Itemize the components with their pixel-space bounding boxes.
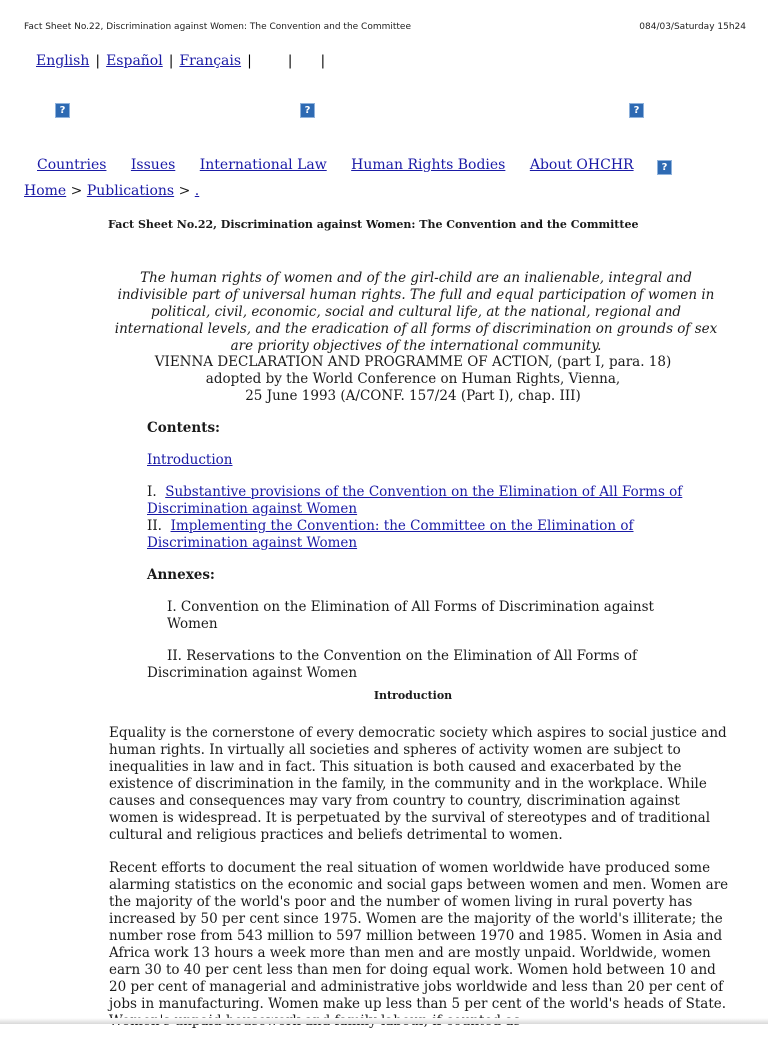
introduction-body <box>109 725 729 1046</box>
help-icon[interactable]: ? <box>629 103 644 118</box>
toc-number: I. <box>147 484 157 500</box>
annexes-heading: Annexes: <box>147 567 215 583</box>
toc-introduction-link[interactable]: Introduction <box>147 452 233 468</box>
annex-item: I. Convention on the Elimination of All Forms of Discrimination against Women <box>167 599 654 632</box>
nav-international-law[interactable]: International Law <box>199 157 327 173</box>
introduction-heading: Introduction <box>373 689 453 702</box>
nav-about-ohchr[interactable]: About OHCHR <box>529 157 634 173</box>
main-nav <box>37 157 654 173</box>
epigraph-quote: The human rights of women and of the girl-child are an inalienable, integral and indivisible part of universal human rights. The full and equal participation of women in political, civil, economic, social and cultural life, at the national, regional and international levels, and the eradication of all forms of discrimination on grounds of sex are priority objectives of the international community. <box>114 270 718 354</box>
separator: | <box>287 53 293 69</box>
paragraph: Recent efforts to document the real situation of women worldwide have produced some alarming statistics on the economic and social gaps between women and men. Women are the majority of the world's poor and the number of women living in rural poverty has increased by 50 per cent since 1975. Women are the majority of the world's illiterate; the number rose from 543 million to 597 million between 1970 and 1985. Women in Asia and Africa work 13 hours a week more than men and are mostly unpaid. Worldwide, women earn 30 to 40 per cent less than men for doing equal work. Women hold between 10 and 20 per cent of managerial and administrative jobs worldwide and less than 20 per cent of jobs in manufacturing. Women make up less than 5 per cent of the world's heads of State. <box>109 860 729 1012</box>
breadcrumb-separator: > <box>178 183 191 199</box>
source-line: adopted by the World Conference on Human Rights, Vienna, <box>205 371 621 387</box>
quote-source <box>108 354 718 405</box>
toc-implementing-convention-link[interactable]: Implementing the Convention: the Committee on the Elimination of Discrimination against Women <box>147 518 634 551</box>
annex-item: II. Reservations to the Convention on the Elimination of All Forms of Discrimination against Women <box>147 648 637 681</box>
separator: | <box>95 53 101 69</box>
toc-substantive-provisions-link[interactable]: Substantive provisions of the Convention on the Elimination of All Forms of Discrimination against Women <box>147 484 683 517</box>
language-french-link[interactable]: Français <box>179 53 242 69</box>
nav-issues[interactable]: Issues <box>130 157 176 173</box>
contents-heading: Contents: <box>147 420 221 436</box>
language-english-link[interactable]: English <box>36 53 90 69</box>
help-icon[interactable]: ? <box>657 160 672 175</box>
breadcrumb-current[interactable]: . <box>194 183 200 199</box>
nav-human-rights-bodies[interactable]: Human Rights Bodies <box>351 157 506 173</box>
document-title: Fact Sheet No.22, Discrimination against Women: The Convention and the Committee <box>108 218 639 231</box>
separator: | <box>168 53 174 69</box>
toc-number: II. <box>147 518 162 534</box>
breadcrumb-home[interactable]: Home <box>24 183 67 199</box>
page-title: Fact Sheet No.22, Discrimination against Women: The Convention and the Committee <box>24 22 412 32</box>
separator: | <box>247 53 252 69</box>
language-spanish-link[interactable]: Español <box>106 53 163 69</box>
help-icon[interactable]: ? <box>300 103 315 118</box>
source-line: VIENNA DECLARATION AND PROGRAMME OF ACTION, (part I, para. 18) <box>154 354 672 370</box>
breadcrumb <box>24 183 199 199</box>
print-header <box>24 22 746 32</box>
paragraph: Equality is the cornerstone of every democratic society which aspires to social justice and human rights. In virtually all societies and spheres of activity women are subject to inequalities in law and in fact. This situation is both caused and exacerbated by the existence of discrimination in the family, in the community and in the workplace. While causes and consequences may vary from country to country, discrimination against women is widespread. It is perpetuated by the survival of stereotypes and of traditional cultural and religious practices and beliefs detrimental to women. <box>109 725 727 843</box>
page-footer <box>0 1018 768 1024</box>
print-date: 084/03/Saturday 15h24 <box>639 22 746 32</box>
table-of-contents <box>147 420 707 682</box>
help-icon[interactable]: ? <box>55 103 70 118</box>
language-bar <box>36 53 331 69</box>
source-line: 25 June 1993 (A/CONF. 157/24 (Part I), chap. III) <box>245 388 581 404</box>
separator: | <box>320 53 326 69</box>
breadcrumb-separator: > <box>70 183 83 199</box>
nav-countries[interactable]: Countries <box>37 157 107 173</box>
breadcrumb-publications[interactable]: Publications <box>86 183 175 199</box>
